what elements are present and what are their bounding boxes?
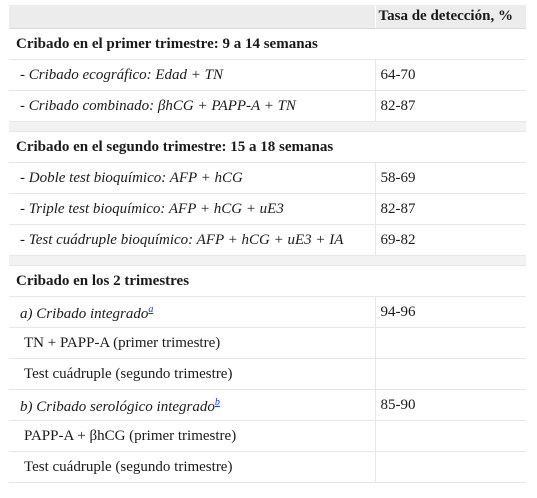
- row-label: - Cribado combinado: βhCG + PAPP-A + TN: [9, 91, 375, 122]
- row-value: 64-70: [375, 60, 526, 91]
- section-title: Cribado en el segundo trimestre: 15 a 18 semanas: [9, 132, 526, 163]
- table-row: [9, 91, 526, 122]
- row-value: 58-69: [375, 163, 526, 194]
- table-row: [9, 421, 526, 452]
- section-spacer: [9, 122, 526, 132]
- table-row: [9, 452, 526, 483]
- row-value: [375, 421, 526, 452]
- row-label: TN + PAPP-A (primer trimestre): [9, 328, 375, 359]
- row-value: 82-87: [375, 194, 526, 225]
- section-header-first-trimester: [9, 29, 526, 60]
- row-value: [375, 359, 526, 390]
- row-label-integrated: [9, 297, 375, 328]
- row-label: - Doble test bioquímico: AFP + hCG: [9, 163, 375, 194]
- header-cell-empty: [9, 5, 375, 29]
- table-row: [9, 60, 526, 91]
- detection-rate-table: [9, 5, 526, 483]
- row-label: - Triple test bioquímico: AFP + hCG + uE3: [9, 194, 375, 225]
- table-row: [9, 194, 526, 225]
- table-row: [9, 359, 526, 390]
- row-value: 82-87: [375, 91, 526, 122]
- row-label: Test cuádruple (segundo trimestre): [9, 452, 375, 483]
- footnote-link-b[interactable]: b: [214, 397, 220, 408]
- section-title: Cribado en los 2 trimestres: [9, 266, 526, 297]
- row-label: PAPP-A + βhCG (primer trimestre): [9, 421, 375, 452]
- row-label-text: a) Cribado integrado: [20, 306, 149, 322]
- table-header-row: [9, 5, 526, 29]
- section-header-second-trimester: [9, 132, 526, 163]
- table-row: [9, 328, 526, 359]
- row-value: 85-90: [375, 390, 526, 421]
- row-value: [375, 452, 526, 483]
- row-label-serological: [9, 390, 375, 421]
- table-row: [9, 390, 526, 421]
- table-row: [9, 163, 526, 194]
- section-title: Cribado en el primer trimestre: 9 a 14 semanas: [9, 29, 526, 60]
- row-value: [375, 328, 526, 359]
- section-header-both-trimesters: [9, 266, 526, 297]
- row-label: - Cribado ecográfico: Edad + TN: [9, 60, 375, 91]
- row-label-text: b) Cribado serológico integrado: [20, 399, 215, 415]
- section-spacer: [9, 256, 526, 266]
- row-value: 94-96: [375, 297, 526, 328]
- row-label: Test cuádruple (segundo trimestre): [9, 359, 375, 390]
- row-label: - Test cuádruple bioquímico: AFP + hCG + uE3 + IA: [9, 225, 375, 256]
- row-value: 69-82: [375, 225, 526, 256]
- table-row: [9, 297, 526, 328]
- footnote-link-a[interactable]: a: [148, 304, 154, 315]
- table-row: [9, 225, 526, 256]
- detection-rate-table-container: [9, 5, 526, 483]
- header-detection-rate: Tasa de detección, %: [375, 5, 526, 29]
